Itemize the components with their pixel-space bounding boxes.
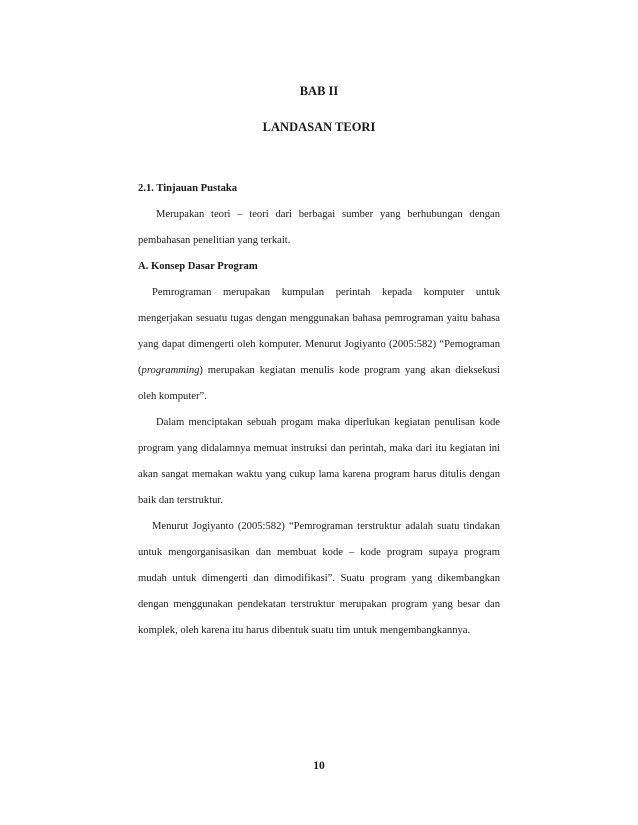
paragraph-1-emphasis: programming [141, 365, 200, 376]
body-text [138, 176, 500, 644]
section-intro: Merupakan teori – teori dari berbagai sumber yang berhubungan dengan pembahasan penelitian yang terkait. [138, 209, 500, 246]
paragraph-1-part-a: Pemrograman merupakan kumpulan perintah kepada komputer untuk mengerjakan sesuatu tugas dengan menggunakan bahasa pemrograman yaitu bahasa yang dapat dimengerti oleh komputer. Menurut Jogiyanto (2005:582) “Pemograman ( [138, 287, 500, 376]
subsection-heading: A. Konsep Dasar Program [138, 261, 258, 272]
page-number: 10 [313, 760, 325, 772]
paragraph-2: Dalam menciptakan sebuah progam maka diperlukan kegiatan penulisan kode program yang didalamnya memuat instruksi dan perintah, maka dari itu kegiatan ini akan sangat memakan waktu yang cukup lama karena program harus ditulis dengan baik dan terstruktur. [138, 417, 500, 506]
paragraph-1 [138, 280, 500, 410]
paragraph-3: Menurut Jogiyanto (2005:582) “Pemrograman terstruktur adalah suatu tindakan untuk mengorganisasikan dan membuat kode – kode program supaya program mudah untuk dimengerti dan dimodifikasi”. Suatu program yang dikembangkan dengan menggunakan pendekatan terstruktur merupakan program yang besar dan komplek, oleh karena itu harus dibentuk suatu tim untuk mengembangkannya. [138, 521, 500, 636]
section-heading: 2.1. Tinjauan Pustaka [138, 183, 238, 194]
paragraph-1-part-b: ) merupakan kegiatan menulis kode program yang akan dieksekusi oleh komputer”. [138, 365, 500, 402]
chapter-number: BAB II [299, 84, 339, 98]
chapter-title: LANDASAN TEORI [262, 120, 376, 134]
